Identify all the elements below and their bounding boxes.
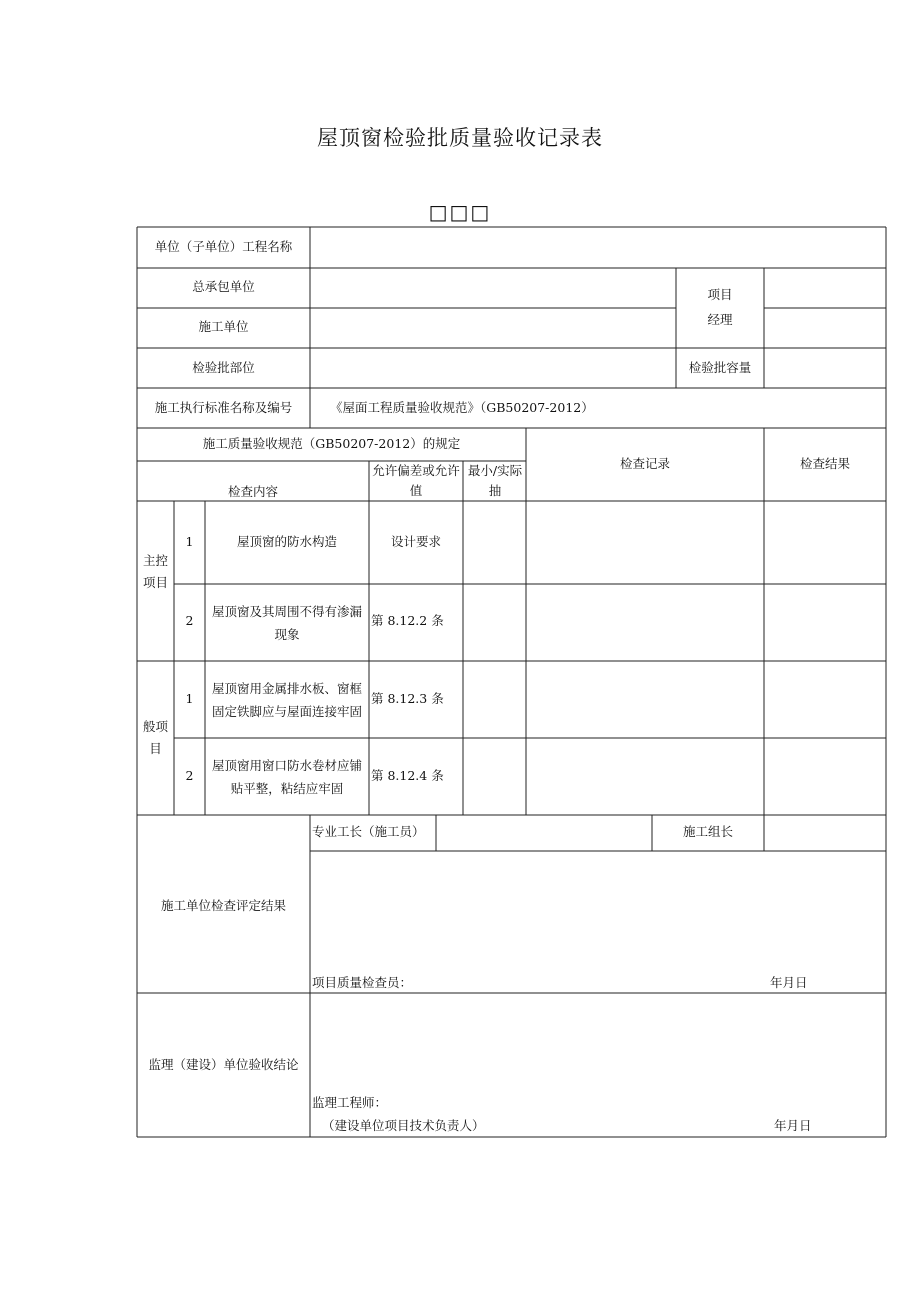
general-item-2-record[interactable] (527, 739, 763, 814)
main-item-1-requirement: 设计要求 (390, 534, 441, 549)
general-item-1-record[interactable] (527, 662, 763, 737)
construction-date-label: 年月日 (770, 975, 808, 990)
main-item-2-record[interactable] (527, 585, 763, 660)
construction-unit-label: 施工单位 (198, 319, 249, 334)
allow-label: 允许偏差或允许值 (372, 463, 460, 498)
construction-result-label: 施工单位检查评定结果 (160, 898, 286, 913)
standard-label: 施工执行标准名称及编号 (154, 400, 293, 415)
team-leader-label: 施工组长 (682, 824, 733, 839)
manager-label-line2: 经理 (707, 312, 733, 327)
main-items-group-label: 主控项目 (142, 553, 168, 590)
general-item-2-no: 2 (185, 768, 194, 783)
general-item-1-requirement: 第 8.12.3 条 (371, 691, 444, 706)
contractor-label: 总承包单位 (192, 279, 255, 294)
form-code: □□□ (428, 200, 492, 224)
batch-location-field[interactable] (311, 349, 675, 387)
project-name-field[interactable] (311, 228, 885, 267)
main-item-1-record[interactable] (527, 502, 763, 583)
supervision-date-label: 年月日 (774, 1118, 812, 1133)
spec-heading: 施工质量验收规范（GB50207-2012）的规定 (202, 436, 461, 451)
contractor-field[interactable] (311, 269, 675, 307)
main-item-1-content: 屋顶窗的防水构造 (236, 534, 337, 549)
construction-unit-field[interactable] (311, 309, 675, 347)
general-item-2-sample[interactable] (464, 739, 525, 814)
general-items-group-label: 般项目 (142, 719, 168, 756)
construction-result-field[interactable] (311, 852, 885, 970)
result-label: 检查结果 (799, 456, 850, 471)
supervision-engineer-label: 监理工程师： (312, 1095, 388, 1110)
batch-capacity-field[interactable] (765, 349, 885, 387)
main-item-2-no: 2 (185, 613, 194, 628)
main-item-2-content: 屋顶窗及其周围不得有渗漏现象 (211, 604, 362, 642)
min-label: 最小/实际抽 (467, 463, 523, 498)
main-item-1-sample[interactable] (464, 502, 525, 583)
manager-field-2[interactable] (765, 309, 885, 347)
batch-capacity-label: 检验批容量 (688, 360, 752, 375)
general-item-1-no: 1 (185, 691, 194, 706)
manager-label-line1: 项目 (707, 287, 733, 302)
content-label: 检查内容 (227, 484, 278, 499)
main-item-2-result[interactable] (765, 585, 885, 660)
general-item-2-requirement: 第 8.12.4 条 (371, 768, 444, 783)
general-item-2-result[interactable] (765, 739, 885, 814)
project-name-label: 单位（子单位）工程名称 (154, 239, 293, 254)
general-item-1-content: 屋顶窗用金属排水板、窗框固定铁脚应与屋面连接牢固 (211, 681, 362, 719)
foreman-label: 专业工长（施工员） (312, 824, 425, 839)
foreman-field[interactable] (437, 816, 651, 850)
manager-field-1[interactable] (765, 269, 885, 307)
page-title: 屋顶窗检验批质量验收记录表 (317, 126, 603, 150)
record-label: 检查记录 (619, 456, 670, 471)
main-item-1-no: 1 (185, 534, 194, 549)
general-item-1-result[interactable] (765, 662, 885, 737)
supervision-result-field[interactable] (311, 994, 885, 1092)
main-item-2-sample[interactable] (464, 585, 525, 660)
owner-tech-lead-label: （建设单位项目技术负责人） (322, 1118, 485, 1133)
general-item-1-sample[interactable] (464, 662, 525, 737)
team-leader-field[interactable] (765, 816, 885, 850)
main-item-1-result[interactable] (765, 502, 885, 583)
main-item-2-requirement: 第 8.12.2 条 (371, 613, 444, 628)
quality-inspector-label: 项目质量检查员： (312, 975, 413, 990)
supervision-result-label: 监理（建设）单位验收结论 (148, 1057, 299, 1072)
general-item-2-content: 屋顶窗用窗口防水卷材应铺贴平整，粘结应牢固 (211, 758, 362, 796)
standard-value: 《屋面工程质量验收规范》（GB50207-2012） (330, 400, 594, 415)
batch-location-label: 检验批部位 (192, 360, 255, 375)
